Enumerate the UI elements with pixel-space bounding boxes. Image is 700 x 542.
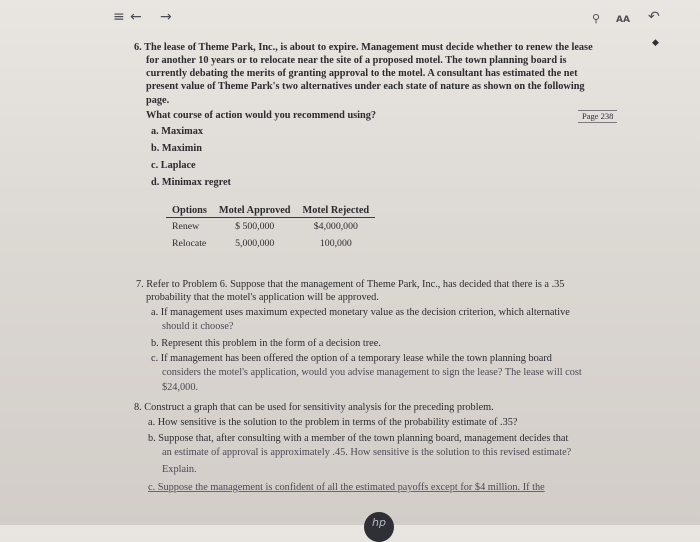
problem-8-line: c. Suppose the management is confident of all the estimated payoffs except for $4 million. If the [148, 482, 545, 493]
menu-icon[interactable]: ≡ [113, 9, 125, 25]
problem-7-line: $24,000. [162, 382, 199, 393]
problem-7-line: considers the motel's application, would you advise management to sign the lease? The lease will cost [162, 367, 582, 378]
problem-8-line: Explain. [162, 464, 197, 475]
problem-6-line: 6. The lease of Theme Park, Inc., is about to expire. Management must decide whether to renew the lease [134, 42, 593, 53]
page-reference: Page 238 [578, 110, 617, 123]
table-header: Motel Rejected [297, 204, 376, 218]
problem-6-line: currently debating the merits of granting approval to the motel. A consultant has estimated the net [146, 68, 578, 79]
problem-8-line: an estimate of approval is approximately .45. How sensitive is the solution to this revised estimate? [162, 447, 572, 458]
problem-7-line: c. If management has been offered the option of a temporary lease while the town planning board [151, 353, 552, 364]
problem-6-line: present value of Theme Park's two alternatives under each state of nature as shown on the following [146, 81, 585, 92]
table-row [166, 235, 375, 252]
option-item: c. Laplace [151, 160, 196, 171]
font-size-button[interactable]: AA [616, 15, 630, 25]
problem-7-line: 7. Refer to Problem 6. Suppose that the management of Theme Park, Inc., has decided that there is a .35 [136, 279, 565, 290]
option-item: d. Minimax regret [151, 177, 231, 188]
problem-7-line: should it choose? [162, 321, 234, 332]
problem-7-line: b. Represent this problem in the form of a decision tree. [151, 338, 381, 349]
problem-7-line: a. If management uses maximum expected monetary value as the decision criterion, which alternative [151, 307, 570, 318]
table-row [166, 218, 375, 236]
back-arrow-icon[interactable]: ← [130, 9, 142, 25]
table-cell: Renew [172, 221, 200, 232]
search-icon[interactable]: ⚲ [592, 12, 601, 25]
table-cell: Relocate [172, 238, 207, 249]
table-cell: 5,000,000 [235, 238, 275, 249]
table-header: Motel Approved [213, 204, 297, 218]
reader-toolbar [0, 0, 700, 34]
forward-arrow-icon[interactable]: → [160, 9, 172, 25]
problem-6-line: for another 10 years or to relocate near the site of a proposed motel. The town planning board is [146, 55, 567, 66]
problem-6-line: page. [146, 95, 170, 106]
share-icon[interactable]: ↶ [648, 9, 660, 25]
table-cell: $4,000,000 [313, 221, 358, 232]
table-header-row [166, 204, 375, 218]
table-cell: $ 500,000 [235, 221, 275, 232]
table-header: Options [166, 204, 213, 218]
payoff-table [166, 204, 375, 252]
scroll-indicator-icon[interactable]: ◆ [652, 38, 659, 48]
laptop-logo: hp [364, 512, 394, 542]
problem-8-line: a. How sensitive is the solution to the problem in terms of the probability estimate of .35? [148, 417, 518, 428]
problem-7-line: probability that the motel's application will be approved. [146, 292, 379, 303]
option-item: a. Maximax [151, 126, 204, 137]
table-cell: 100,000 [319, 238, 352, 249]
option-item: b. Maximin [151, 143, 202, 154]
problem-6-question: What course of action would you recommend using? [146, 110, 377, 121]
problem-8-line: b. Suppose that, after consulting with a member of the town planning board, management decides that [148, 433, 569, 444]
problem-8-line: 8. Construct a graph that can be used for sensitivity analysis for the preceding problem. [134, 402, 494, 413]
